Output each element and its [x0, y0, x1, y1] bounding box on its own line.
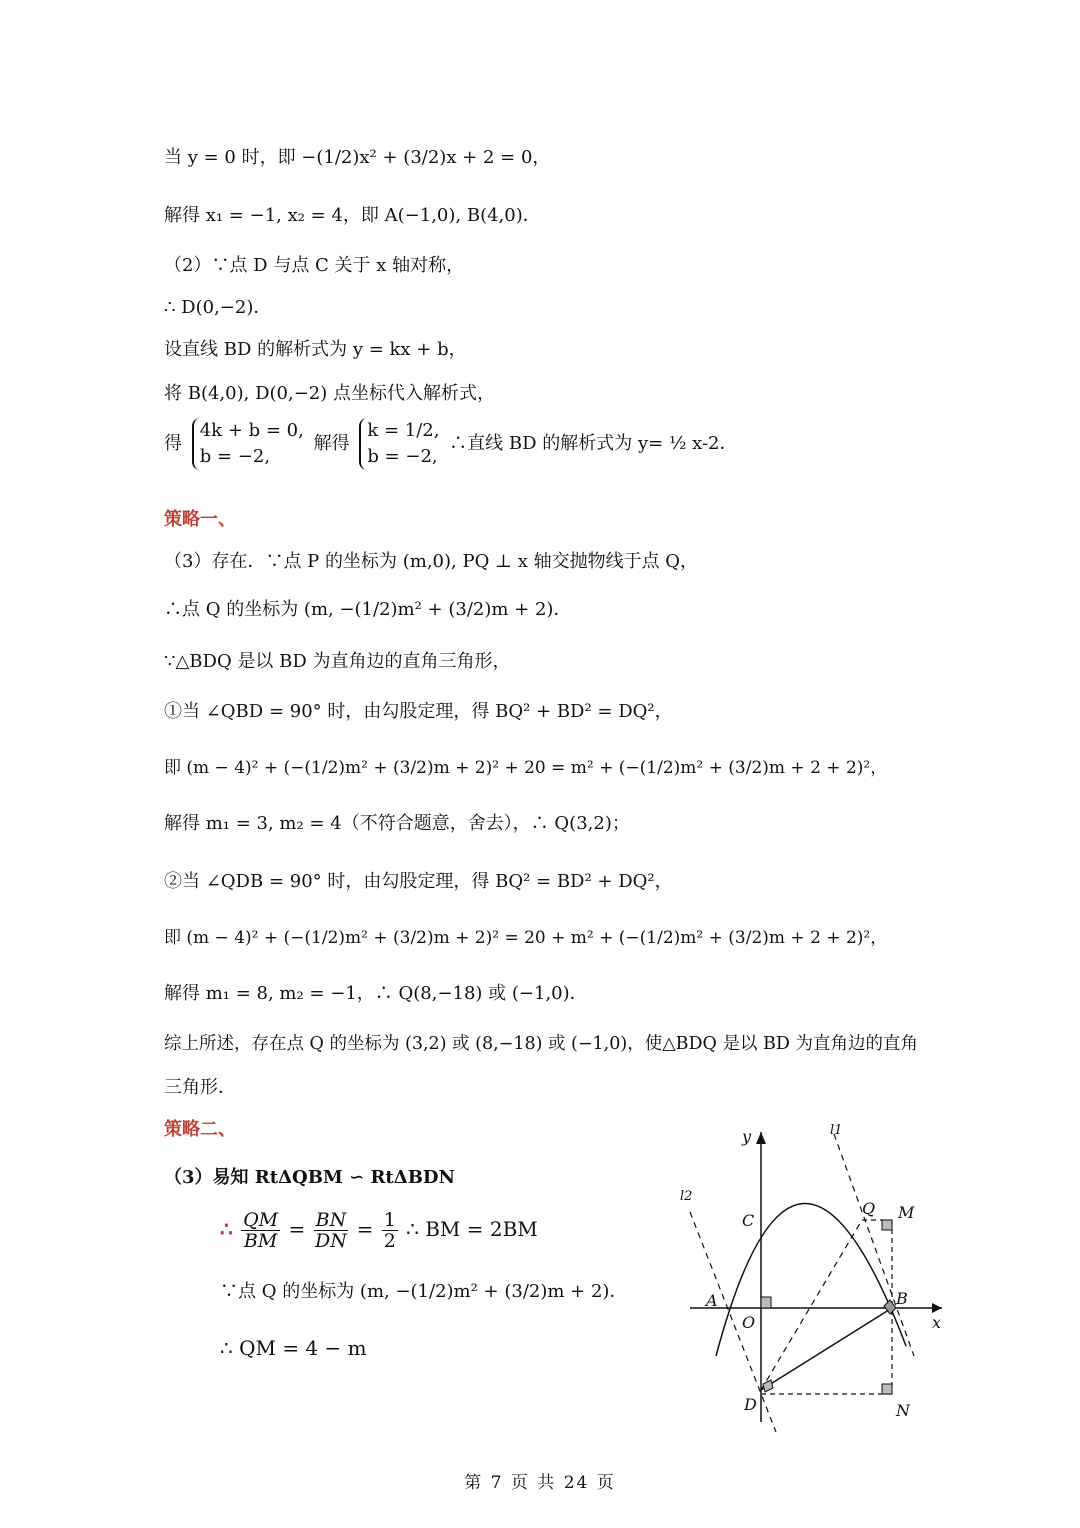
equals-sign: =	[288, 1217, 306, 1241]
frac-denominator: BM	[243, 1230, 278, 1252]
text-line: 设直线 BD 的解析式为 y = kx + b，	[164, 339, 467, 360]
text-line: 解得 x₁ = −1, x₂ = 4，即 A(−1,0), B(4,0)．	[164, 205, 541, 226]
text-line: （3）易知 RtΔQBM ∽ RtΔBDN	[164, 1167, 455, 1188]
frac-numerator: QM	[243, 1209, 279, 1231]
geometry-figure	[676, 1116, 948, 1432]
line-l2	[690, 1212, 776, 1432]
label-o: O	[742, 1313, 756, 1332]
text-line: ∴点 Q 的坐标为 (m, −(1/2)m² + (3/2)m + 2)．	[164, 599, 572, 620]
therefore-symbol: ∴	[220, 1217, 233, 1241]
frac-denominator: 2	[383, 1230, 396, 1252]
text-line: 即 (m − 4)² + (−(1/2)m² + (3/2)m + 2)² + 20 = m² + (−(1/2)m² + (3/2)m + 2 + 2)²，	[164, 758, 888, 778]
system-row: b = −2,	[199, 446, 271, 467]
label-m: M	[898, 1203, 915, 1222]
equation-system-1	[192, 418, 304, 470]
text-line: ∵点 Q 的坐标为 (m, −(1/2)m² + (3/2)m + 2)．	[220, 1281, 628, 1302]
text-line: ∴ D(0,−2)．	[164, 297, 272, 318]
label-b: B	[896, 1289, 908, 1308]
strategy-two-heading: 策略二、	[164, 1119, 236, 1140]
right-angle-mark	[761, 1297, 771, 1308]
system-row: 4k + b = 0,	[199, 420, 304, 441]
segment-dq	[761, 1220, 862, 1390]
right-angle-mark	[763, 1380, 773, 1392]
text-line: 即 (m − 4)² + (−(1/2)m² + (3/2)m + 2)² = 20 + m² + (−(1/2)m² + (3/2)m + 2 + 2)²，	[164, 928, 888, 948]
system-prefix: 得	[164, 433, 182, 454]
x-axis-arrow-icon	[932, 1303, 942, 1313]
page-footer: 第 7 页 共 24 页	[464, 1473, 616, 1493]
label-l2: l2	[680, 1189, 693, 1204]
label-x: x	[932, 1313, 942, 1332]
system-middle: 解得	[313, 433, 350, 454]
label-a: A	[706, 1291, 718, 1310]
text-line: ∴ QM = 4 − m	[220, 1336, 367, 1360]
system-suffix: ∴直线 BD 的解析式为 y= ½ x-2．	[449, 433, 738, 454]
text-line: 当 y = 0 时，即 −(1/2)x² + (3/2)x + 2 = 0，	[164, 147, 551, 168]
text-line: 综上所述，存在点 Q 的坐标为 (3,2) 或 (8,−18) 或 (−1,0)，使△BDQ 是以 BD 为直角边的直角	[164, 1034, 918, 1054]
text-line: ②当 ∠QDB = 90° 时，由勾股定理，得 BQ² = BD² + DQ²，	[164, 871, 673, 892]
text-line: ①当 ∠QBD = 90° 时，由勾股定理，得 BQ² + BD² = DQ²，	[164, 701, 673, 722]
equation-system-2	[359, 418, 439, 470]
text-line: ∵△BDQ 是以 BD 为直角边的直角三角形，	[164, 651, 511, 672]
label-c: C	[742, 1211, 755, 1230]
ratio-tail: ∴ BM = 2BM	[406, 1217, 538, 1241]
label-n: N	[896, 1401, 910, 1420]
frac-numerator: BN	[315, 1209, 347, 1231]
text-line: （3）存在．∵点 P 的坐标为 (m,0), PQ ⊥ x 轴交抛物线于点 Q，	[164, 551, 699, 572]
right-angle-mark	[882, 1220, 892, 1230]
right-angle-mark	[882, 1384, 892, 1394]
label-d: D	[744, 1395, 757, 1414]
frac-numerator: 1	[383, 1209, 396, 1231]
label-q: Q	[862, 1199, 876, 1218]
ratio-equation	[220, 1210, 538, 1251]
text-line: 将 B(4,0), D(0,−2) 点坐标代入解析式，	[164, 383, 495, 404]
line-l1	[834, 1134, 914, 1356]
label-l1: l1	[830, 1123, 843, 1138]
text-line: 解得 m₁ = 3, m₂ = 4（不符合题意，舍去），∴ Q(3,2)；	[164, 813, 630, 834]
y-axis-arrow-icon	[756, 1132, 766, 1144]
frac-denominator: DN	[314, 1230, 347, 1252]
text-line: （2）∵点 D 与点 C 关于 x 轴对称，	[164, 255, 465, 276]
text-line: 三角形．	[164, 1077, 236, 1098]
equals-sign: =	[356, 1217, 374, 1241]
segment-bd	[761, 1308, 892, 1390]
strategy-one-heading: 策略一、	[164, 509, 236, 530]
text-line: 解得 m₁ = 8, m₂ = −1，∴ Q(8,−18) 或 (−1,0)．	[164, 983, 588, 1004]
system-equation-line	[164, 418, 738, 470]
system-row: b = −2,	[367, 446, 438, 467]
system-row: k = 1/2,	[367, 420, 440, 441]
label-y: y	[742, 1127, 752, 1146]
